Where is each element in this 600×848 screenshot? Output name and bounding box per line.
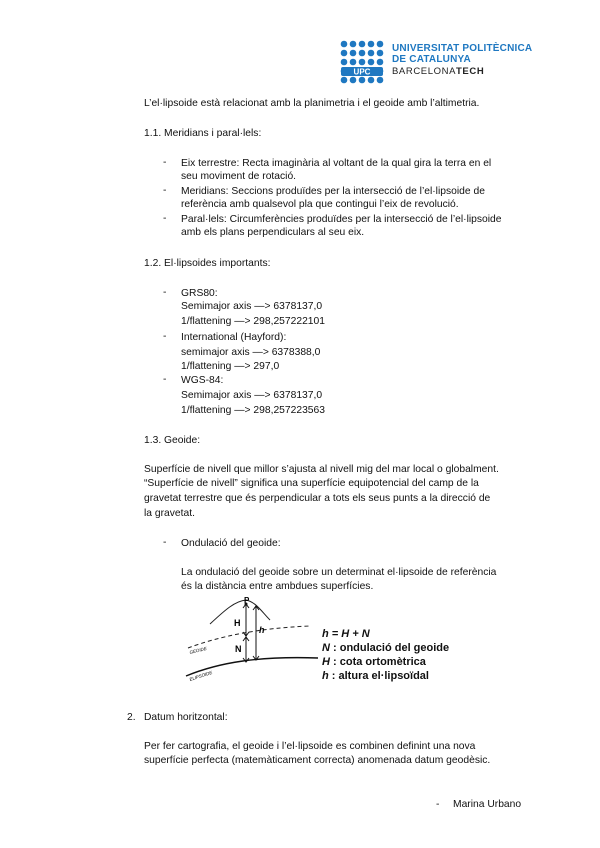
geoide-para-line-4: la gravetat. <box>144 508 195 519</box>
logo-line-3 <box>392 66 484 77</box>
equation-main: h = H + N <box>322 628 370 640</box>
geoide-para-line-1: Superfície de nivell que millor s’ajusta al nivell mig del mar local o globalment. <box>144 464 499 475</box>
desc-N: : ondulació del geoide <box>329 642 450 654</box>
heading-1-2: 1.2. El·lipsoides importants: <box>144 258 271 269</box>
geoid-diagram <box>180 596 320 688</box>
ellipsoid-3-axis: Semimajor axis —> 6378137,0 <box>181 390 323 401</box>
symbol-H: H <box>322 656 330 668</box>
bullet-dash: - <box>163 331 167 342</box>
ellipsoid-2-axis: semimajor axis —> 6378388,0 <box>181 347 321 358</box>
intro-text: L’el·lipsoide està relacionat amb la planimetria i el geoide amb l’altimetria. <box>144 98 480 109</box>
logo-line-1: UNIVERSITAT POLITÈCNICA <box>392 43 533 54</box>
symbol-h: h <box>322 670 329 682</box>
ellipsoid-2-flattening: 1/flattening —> 297,0 <box>181 361 280 372</box>
upc-logo-mark <box>340 40 384 84</box>
logo-line-3a: BARCELONA <box>392 66 457 77</box>
ondulacio-bullet: Ondulació del geoide: <box>181 538 281 549</box>
equation-N <box>322 641 449 655</box>
datum-para-line-2: superfície perfecta (matemàticament correcta) anomenada datum geodèsic. <box>144 755 491 766</box>
bullet-dash: - <box>163 213 167 224</box>
s11-item-3-line-1: Paral·lels: Circumferències produïdes per la intersecció de l’el·lipsoide <box>181 214 502 225</box>
ellipsoid-1-name: GRS80: <box>181 288 218 299</box>
label-p: P <box>244 596 250 605</box>
desc-H: : cota ortomètrica <box>329 656 426 668</box>
s11-item-2-line-2: referència amb qualsevol pla que contingui l’eix de revolució. <box>181 199 459 210</box>
logo-line-2: DE CATALUNYA <box>392 54 471 65</box>
section-2-number: 2. <box>127 712 136 723</box>
desc-h: : altura el·lipsoïdal <box>328 670 429 682</box>
bullet-dash: - <box>163 374 167 385</box>
s11-item-3-line-2: amb els plans perpendiculars al seu eix. <box>181 227 365 238</box>
heading-1-1: 1.1. Meridians i paral·lels: <box>144 128 262 139</box>
bullet-dash: - <box>163 287 167 298</box>
label-elipsoide: ELIPSOIDE <box>188 669 213 682</box>
label-N: N <box>235 644 242 654</box>
heading-1-3: 1.3. Geoide: <box>144 435 201 446</box>
ellipsoid-2-name: International (Hayford): <box>181 332 287 343</box>
s11-item-1-line-1: Eix terrestre: Recta imaginària al voltant de la qual gira la terra en el <box>181 158 492 169</box>
ellipsoid-1-axis: Semimajor axis —> 6378137,0 <box>181 301 323 312</box>
bullet-dash: - <box>163 185 167 196</box>
ellipsoid-3-flattening: 1/flattening —> 298,257223563 <box>181 405 325 416</box>
ondulacio-para-line-2: és la distància entre ambdues superfícies. <box>181 581 374 592</box>
label-H: H <box>234 618 241 628</box>
geoid-curve <box>188 626 310 648</box>
s11-item-1-line-2: seu moviment de rotació. <box>181 171 297 182</box>
symbol-N: N <box>322 642 330 654</box>
author-name: Marina Urbano <box>453 799 522 810</box>
bullet-dash: - <box>163 157 167 168</box>
equation-H <box>322 655 426 669</box>
datum-para-line-1: Per fer cartografia, el geoide i l’el·lipsoide es combinen definint una nova <box>144 741 476 752</box>
geoide-para-line-2: “Superfície de nivell” significa una superfície equipotencial del camp de la <box>144 478 479 489</box>
bullet-dash: - <box>163 537 167 548</box>
heading-2: Datum horitzontal: <box>144 712 228 723</box>
ellipsoid-3-name: WGS-84: <box>181 375 224 386</box>
ondulacio-para-line-1: La ondulació del geoide sobre un determinat el·lipsoide de referència <box>181 567 497 578</box>
label-geoide: GEOIDE <box>189 645 208 655</box>
logo-line-3b: TECH <box>456 66 485 77</box>
ellipsoid-1-flattening: 1/flattening —> 298,257222101 <box>181 316 325 327</box>
geoide-para-line-3: gravetat terrestre que és perpendicular a tots els seus punts a la direcció de <box>144 493 491 504</box>
author-dash: - <box>436 799 440 810</box>
equation-h <box>322 669 429 683</box>
s11-item-2-line-1: Meridians: Seccions produïdes per la intersecció de l’el·lipsoide de <box>181 186 485 197</box>
upc-mark-text: UPC <box>353 67 371 77</box>
label-h: h <box>259 625 265 635</box>
